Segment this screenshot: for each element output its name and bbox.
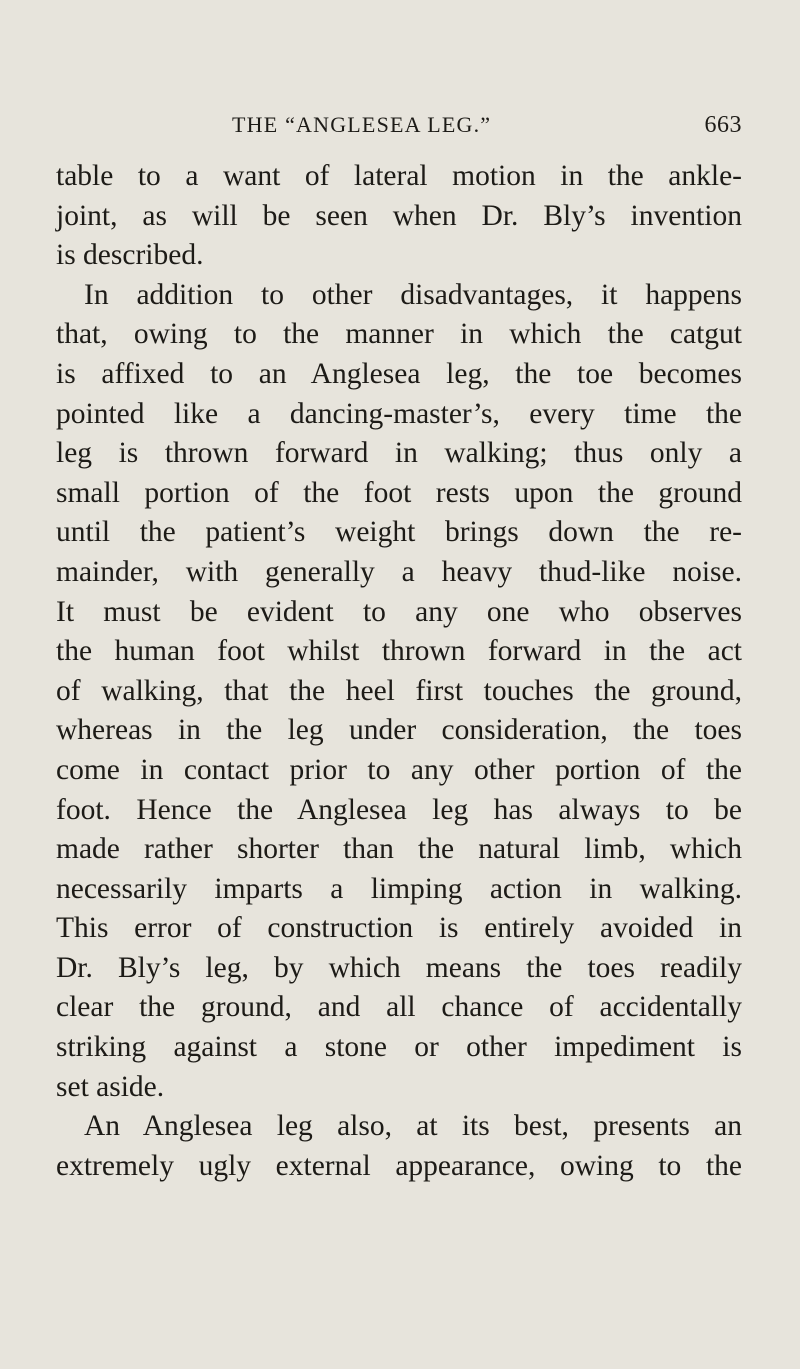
text-line: joint, as will be seen when Dr. Bly’s invention xyxy=(56,199,742,232)
text-line: set aside. xyxy=(56,1070,165,1103)
text-line: is affixed to an Anglesea leg, the toe becomes xyxy=(56,357,742,390)
text-line: leg is thrown forward in walking; thus only a xyxy=(56,437,742,470)
text-line: necessarily imparts a limping action in walking. xyxy=(56,872,742,905)
text-line: This error of construction is entirely avoided in xyxy=(56,912,742,945)
text-line: until the patient’s weight brings down the re- xyxy=(56,516,742,549)
text-line: mainder, with generally a heavy thud-like noise. xyxy=(56,555,742,588)
text-line: table to a want of lateral motion in the ankle- xyxy=(56,160,742,192)
text-line: that, owing to the manner in which the catgut xyxy=(56,318,742,351)
text-line: In addition to other disadvantages, it happens xyxy=(84,278,742,311)
body-text xyxy=(56,157,742,1186)
page-header xyxy=(232,112,742,142)
text-line: made rather shorter than the natural limb, which xyxy=(56,833,742,866)
running-head: THE “ANGLESEA LEG.” xyxy=(232,112,492,137)
text-line: An Anglesea leg also, at its best, presents an xyxy=(84,1110,742,1143)
text-line: It must be evident to any one who observes xyxy=(56,595,742,628)
text-line: the human foot whilst thrown forward in the act xyxy=(56,635,742,668)
text-line: small portion of the foot rests upon the ground xyxy=(56,476,742,509)
text-line: Dr. Bly’s leg, by which means the toes readily xyxy=(56,951,742,984)
text-line: whereas in the leg under consideration, the toes xyxy=(56,714,742,747)
text-line: of walking, that the heel first touches the ground, xyxy=(56,674,742,707)
text-line: is described. xyxy=(56,239,204,272)
page-number: 663 xyxy=(704,112,742,138)
text-line: pointed like a dancing-master’s, every time the xyxy=(56,397,742,430)
text-line: come in contact prior to any other portion of the xyxy=(56,753,742,786)
text-line: extremely ugly external appearance, owing to the xyxy=(56,1149,742,1182)
text-line: foot. Hence the Anglesea leg has always to be xyxy=(56,793,742,826)
text-line: striking against a stone or other impediment is xyxy=(56,1031,742,1064)
text-line: clear the ground, and all chance of accidentally xyxy=(56,991,742,1024)
